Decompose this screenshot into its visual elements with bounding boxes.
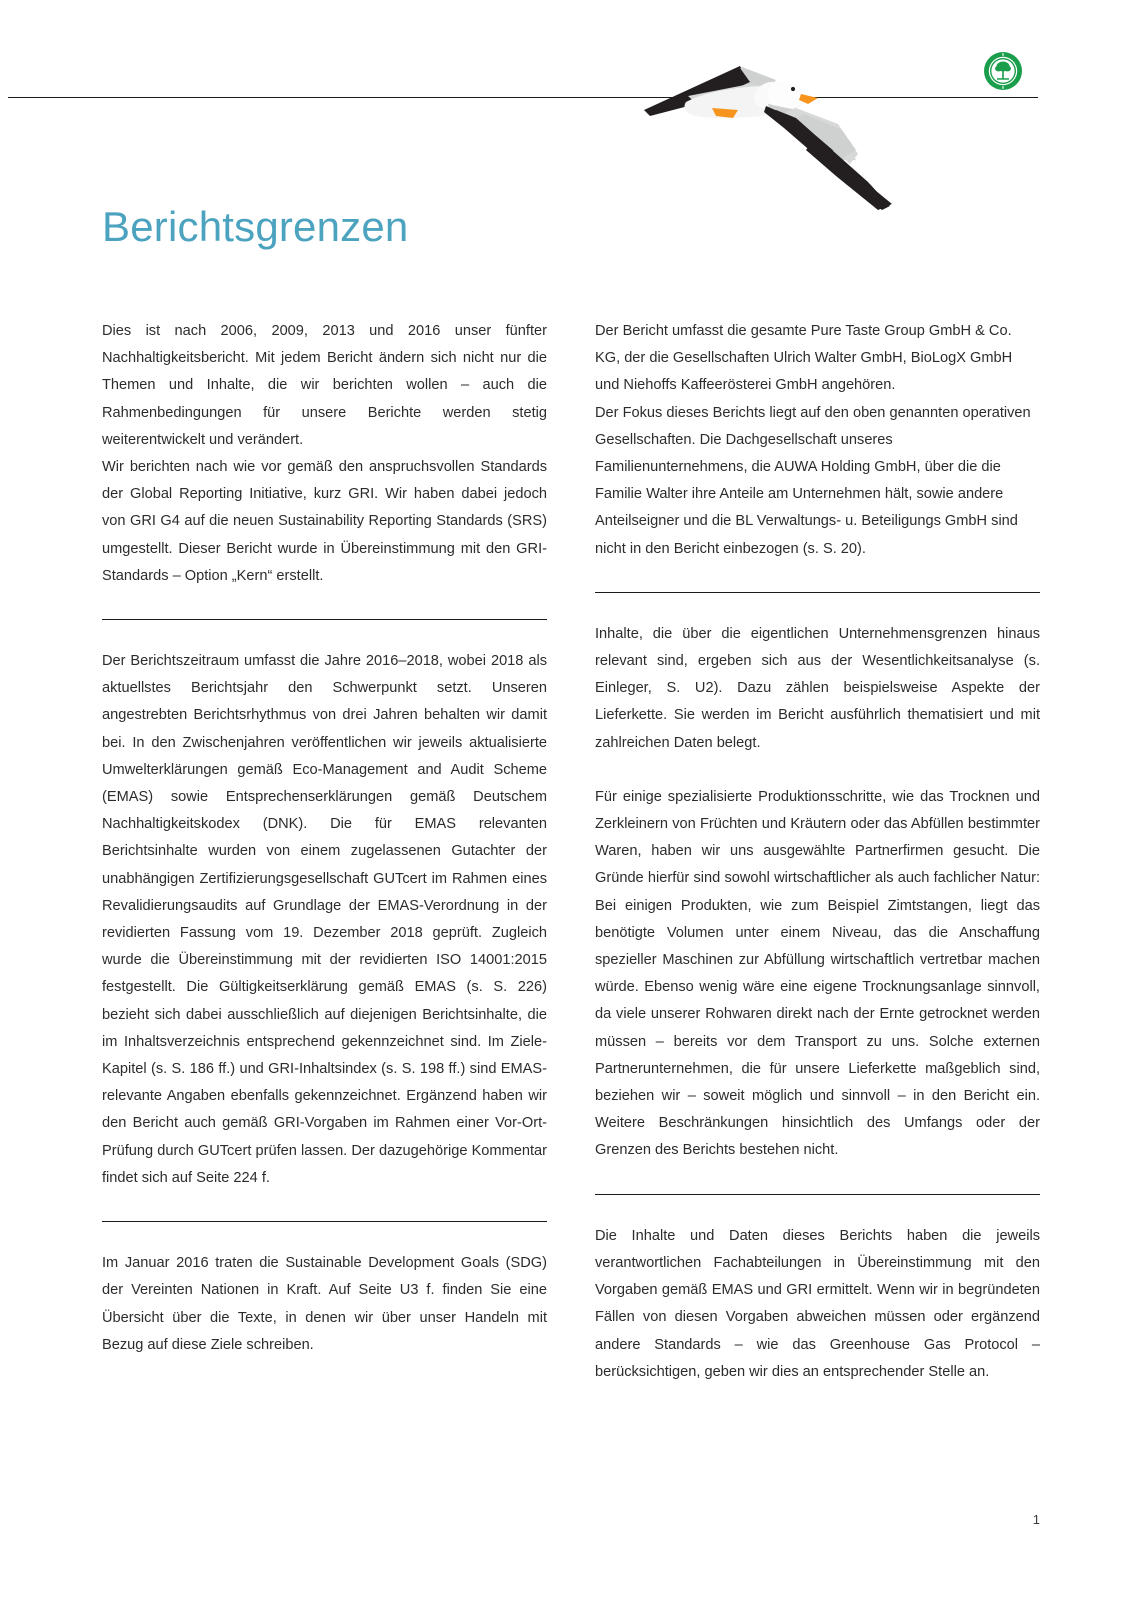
paragraph: Im Januar 2016 traten die Sustainable Development Goals (SDG) der Vereinten Nationen in Kraft. Auf Seite U3 f. finden Sie eine Übersicht über die Texte, in denen wir über unser Handeln mit Bezug auf diese Ziele schreiben. [102,1255,547,1353]
paragraph: Der Berichtszeitraum umfasst die Jahre 2016–2018, wobei 2018 als aktuellstes Berichtsjahr den Schwerpunkt setzt. Unseren angestrebten Berichtsrhythmus von drei Jahren behalten wir damit bei. In den Zwischenjahren veröffentlichen wir jeweils aktualisierte Umwelterklärungen gemäß Eco-Management and Audit Scheme (EMAS) sowie Entsprechenserklärungen gemäß Deutschem Nachhaltigkeitskodex (DNK). Die für EMAS relevanten Berichtsinhalte wurden von einem zugelassenen Gutachter der unabhängigen Zertifizierungsgesellschaft GUTcert im Rahmen eines Revalidierungsaudits auf Grundlage der EMAS-Verordnung in der revidierten Fassung vom 19. Dezember 2018 geprüft. Zugleich wurde die Übereinstimmung mit der revidierten ISO 14001:2015 festgestellt. Die Gültigkeitserklärung gemäß EMAS (s. S. 226) bezieht sich dabei ausschließlich auf diejenigen Berichtsinhalte, die im Inhaltsverzeichnis entsprechend gekennzeichnet sind. Im Ziele-Kapitel (s. S. 186 ff.) und GRI-Inhaltsindex (s. S. 198 ff.) sind EMAS-relevante Angaben ebenfalls gekennzeichnet. Ergänzend haben wir den Bericht auch gemäß GRI-Vorgaben im Rahmen einer Vor-Ort-Prüfung durch GUTcert prüfen lassen. Der dazugehörige Kommentar findet sich auf Seite 224 f. [102,653,547,1186]
paragraph: Für einige spezialisierte Produktionsschritte, wie das Trocknen und Zerkleinern von Früchten und Kräutern oder das Abfüllen bestimmter Waren, haben wir uns ausgewählte Partnerfirmen gesucht. Die Gründe hierfür sind sowohl wirtschaftlicher als auch fachlicher Natur: Bei einigen Produkten, wie zum Beispiel Zimtstangen, liegt das benötigte Volumen unter einem Niveau, das die Anschaffung spezieller Maschinen zur Abfüllung wirtschaftlich vertretbar machen würde. Ebenso wenig wäre eine eigene Trocknungsanlage sinnvoll, da viele unserer Rohwaren direkt nach der Ernte getrocknet werden müssen – bereits vor dem Transport zu uns. Solche externen Partnerunternehmen, die für unsere Lieferkette maßgeblich sind, beziehen wir – soweit möglich und sinnvoll – in den Bericht ein. Weitere Beschränkungen hinsichtlich des Umfangs oder der Grenzen des Berichts bestehen nicht. [595,788,1040,1159]
article-columns [102,318,1040,1386]
paragraph: Wir berichten nach wie vor gemäß den anspruchsvollen Standards der Global Reporting Initiative, kurz GRI. Wir haben dabei jedoch von GRI G4 auf die neuen Sustainability Reporting Standards (SRS) umgestellt. Dieser Bericht wurde in Übereinstimmung mit den GRI-Standards – Option „Kern“ erstellt. [102,459,547,584]
paragraph: Dies ist nach 2006, 2009, 2013 und 2016 unser fünfter Nachhaltigkeitsbericht. Mit jedem Bericht ändern sich nicht nur die Themen und Inhalte, die wir berichten wollen – auch die Rahmenbedingungen für unsere Berichte werden stetig weiterentwickelt und verändert. [102,323,547,448]
paragraph: Inhalte, die über die eigentlichen Unternehmensgrenzen hinaus relevant sind, ergeben sich aus der Wesentlichkeitsanalyse (s. Einleger, S. U2). Dazu zählen beispielsweise Aspekte der Lieferkette. Sie werden im Bericht ausführlich thematisiert und mit zahlreichen Daten belegt. [595,625,1040,751]
fsc-style-green-tree-seal [983,51,1023,91]
page-number: 1 [1032,1512,1040,1527]
section-divider [102,619,547,620]
paragraph: Der Bericht umfasst die gesamte Pure Taste Group GmbH & Co. KG, der die Gesellschaften Ulrich Walter GmbH, BioLogX GmbH und Niehoffs Kaffeerösterei GmbH angehören. [595,323,1013,394]
section-divider [595,592,1040,593]
section-divider [102,1221,547,1222]
section-divider [595,1194,1040,1195]
paragraph: Die Inhalte und Daten dieses Berichts haben die jeweils verantwortlichen Fachabteilungen in Übereinstimmung mit den Vorgaben gemäß EMAS und GRI ermittelt. Wenn wir in begründeten Fällen von diesen Vorgaben abweichen müssen oder ergänzend andere Standards – wie das Greenhouse Gas Protocol – berücksichtigen, geben wir dies an entsprechender Stelle an. [595,1227,1040,1380]
right-column [595,318,1040,1386]
page-title: Berichtsgrenzen [102,203,409,250]
flying-seagull-illustration [600,58,902,222]
left-column [102,318,547,1386]
paragraph: Der Fokus dieses Berichts liegt auf den oben genannten operativen Gesellschaften. Die Dachgesellschaft unseres Familienunternehmens, die AUWA Holding GmbH, über die die Familie Walter ihre Anteile am Unternehmen hält, sowie andere Anteilseigner und die BL Verwaltungs- u. Beteiligungs GmbH sind nicht in den Bericht einbezogen (s. S. 20). [595,404,1031,557]
paragraph-spacer [595,757,1040,784]
